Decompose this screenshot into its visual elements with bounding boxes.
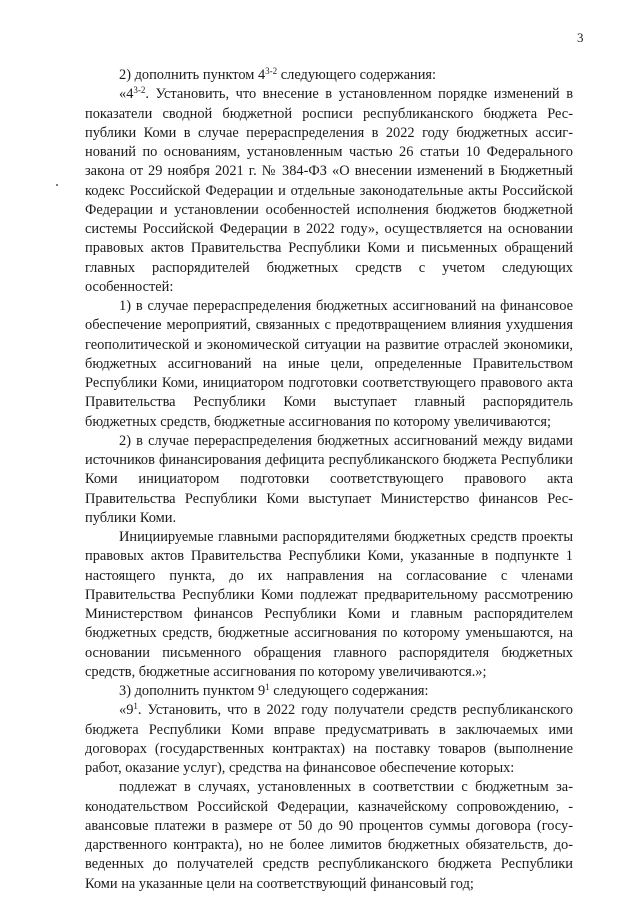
paragraph: [85, 682, 573, 701]
paragraph-text: следующего содержания:: [269, 683, 429, 699]
paragraph-text: «9: [119, 702, 134, 719]
paragraph-text: 2) дополнить пунктом 4: [119, 67, 266, 83]
superscript: 3-2: [133, 85, 146, 96]
paragraph-text: 3) дополнить пунктом 9: [119, 683, 266, 699]
paragraph: [85, 432, 573, 528]
paragraph-text: подлежат в случаях, установленных в соответствии с бюджетным законодательством Российской Федерации, казначейскому сопровождению, - авансовые платежи в размере от 50 до 90 процентов суммы договора (государственного контракта), но не более лимитов бюджетных обязательств, доведенных до получателей средств республиканского бюджета Республики Коми на указанные цели на соответствующий финансовый год;: [85, 779, 573, 892]
paragraph: [85, 297, 573, 432]
paragraph-text: 2) в случае перераспределения бюджетных ассигнований между видами источников финансирования дефицита республиканского бюджета Республики Коми инициатором подготовки соответствующего правового акта Правительства Республики Коми выступает Министерство финансов Республики Коми.: [85, 432, 573, 526]
paragraph: [85, 701, 573, 778]
superscript: 1: [265, 682, 270, 692]
superscript: 3-2: [265, 66, 278, 76]
paragraph: [85, 528, 573, 682]
paragraph: [85, 778, 573, 894]
paragraph-text: «4: [119, 86, 134, 103]
superscript: 1: [133, 701, 138, 712]
paragraph-text: . Установить, что в 2022 году получатели средств республиканского бюджета Республики Коми вправе предусматривать в заключаемых ими договорах (государственных контрактах) на поставку товаров (выполнение работ, оказание услуг), средства на финансовое обеспечение которых:: [85, 702, 573, 776]
paragraph-text: . Установить, что внесение в установленном порядке изменений в показатели сводной бюджетной росписи республиканского бюджета Республики Коми в случае перераспределения в 2022 году бюджетных ассигнований по основаниям, установленным частью 26 статьи 10 Федерального закона от 29 ноября 2021 г. № 384-ФЗ «О внесении изменений в Бюджетный кодекс Российской Федерации и отдельные законодательные акты Российской Федерации и установлении особенностей исполнения бюджетов бюджетной системы Российской Федерации в 2022 году», осуществляется на основании правовых актов Правительства Республики Коми и письменных обращений главных распорядителей бюджетных средств с учетом следующих особенностей:: [85, 86, 573, 295]
paragraph-text: следующего содержания:: [277, 67, 437, 83]
page-number: 3: [577, 30, 584, 45]
scan-speck: [56, 184, 58, 186]
paragraph-text: 1) в случае перераспределения бюджетных ассигнований на финансовое обеспечение мероприятий, связанных с предотвращением влияния ухудшения геополитической и экономической ситуации на развитие отраслей экономики, бюджетных ассигнований на иные цели, определенные Правительством Республики Коми, инициатором подготовки соответствующего правового акта Правительства Республики Коми выступает главный распорядитель бюджетных средств, бюджетные ассигнования по которому увеличиваются;: [85, 298, 573, 430]
paragraph: [85, 85, 573, 297]
paragraph-text: Инициируемые главными распорядителями бюджетных средств проекты правовых актов Правительства Республики Коми, указанные в подпункте 1 настоящего пункта, до их направления на согласование с членами Правительства Республики Коми подлежат предварительному рассмотрению Министерством финансов Республики Коми и главным распорядителем бюджетных средств, бюджетные ассигнования по которому уменьшаются, на основании письменного обращения главного распорядителя бюджетных средств, бюджетные ассигнования по которому увеличиваются.»;: [85, 529, 573, 680]
document-body: [85, 66, 573, 894]
paragraph: [85, 66, 573, 85]
